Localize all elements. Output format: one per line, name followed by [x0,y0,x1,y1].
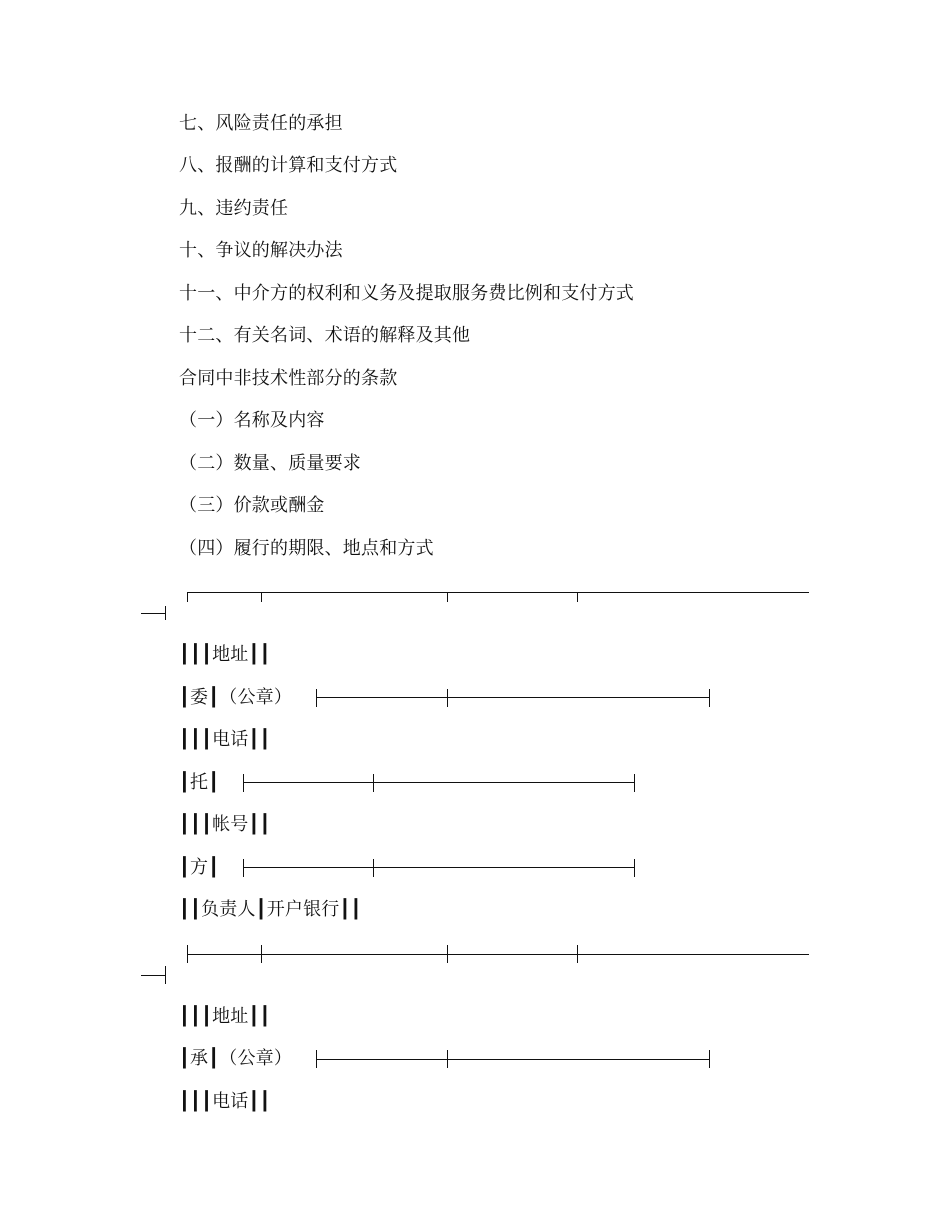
table-border-tick [261,945,262,963]
table-border-tick [634,774,635,792]
table-border-tick [577,945,578,963]
table-border-tick [709,689,710,707]
table-border-wrap [141,975,165,976]
table-border-tick [261,592,262,602]
text-line: 合同中非技术性部分的条款 [179,368,398,389]
text-line: 十二、有关名词、术语的解释及其他 [179,325,471,346]
text-line: （四）履行的期限、地点和方式 [179,538,434,559]
table-top-border [187,592,809,593]
text-line: 十一、中介方的权利和义务及提取服务费比例和支付方式 [179,283,634,304]
table-border-tick [243,774,244,792]
table-row: ┃┃┃电话┃┃ [179,1091,271,1112]
table-border-tick [709,1050,710,1068]
table-border-tick [447,689,448,707]
table-middle-border [187,954,809,955]
table-border-tick [447,592,448,602]
text-line: （二）数量、质量要求 [179,453,361,474]
table-border-tick [187,945,188,963]
table-border-tick [243,859,244,877]
table-border-tick [165,966,166,984]
table-inner-rule [243,782,634,783]
table-row: ┃委┃（公章） [179,687,293,708]
table-row: ┃承┃（公章） [179,1048,293,1069]
table-row: ┃方┃ [179,857,220,878]
table-inner-rule [316,697,709,698]
table-inner-rule [243,867,634,868]
table-border-wrap [141,613,165,614]
table-row: ┃┃┃电话┃┃ [179,729,271,750]
table-border-tick [165,606,166,620]
table-border-tick [373,774,374,792]
table-row: ┃┃┃地址┃┃ [179,1006,271,1027]
table-border-tick [187,592,188,602]
table-border-tick [316,1050,317,1068]
table-row: ┃┃┃帐号┃┃ [179,814,271,835]
text-line: 十、争议的解决办法 [179,240,343,261]
text-line: （一）名称及内容 [179,410,325,431]
table-border-tick [447,1050,448,1068]
text-line: （三）价款或酬金 [179,495,325,516]
table-border-tick [447,945,448,963]
table-row: ┃托┃ [179,772,220,793]
table-border-tick [373,859,374,877]
table-row: ┃┃┃地址┃┃ [179,644,271,665]
text-line: 七、风险责任的承担 [179,113,343,134]
text-line: 八、报酬的计算和支付方式 [179,155,398,176]
table-inner-rule [316,1059,709,1060]
table-row: ┃┃负责人┃开户银行┃┃ [179,899,362,920]
table-border-tick [577,592,578,602]
text-line: 九、违约责任 [179,198,289,219]
table-border-tick [634,859,635,877]
table-border-tick [316,689,317,707]
